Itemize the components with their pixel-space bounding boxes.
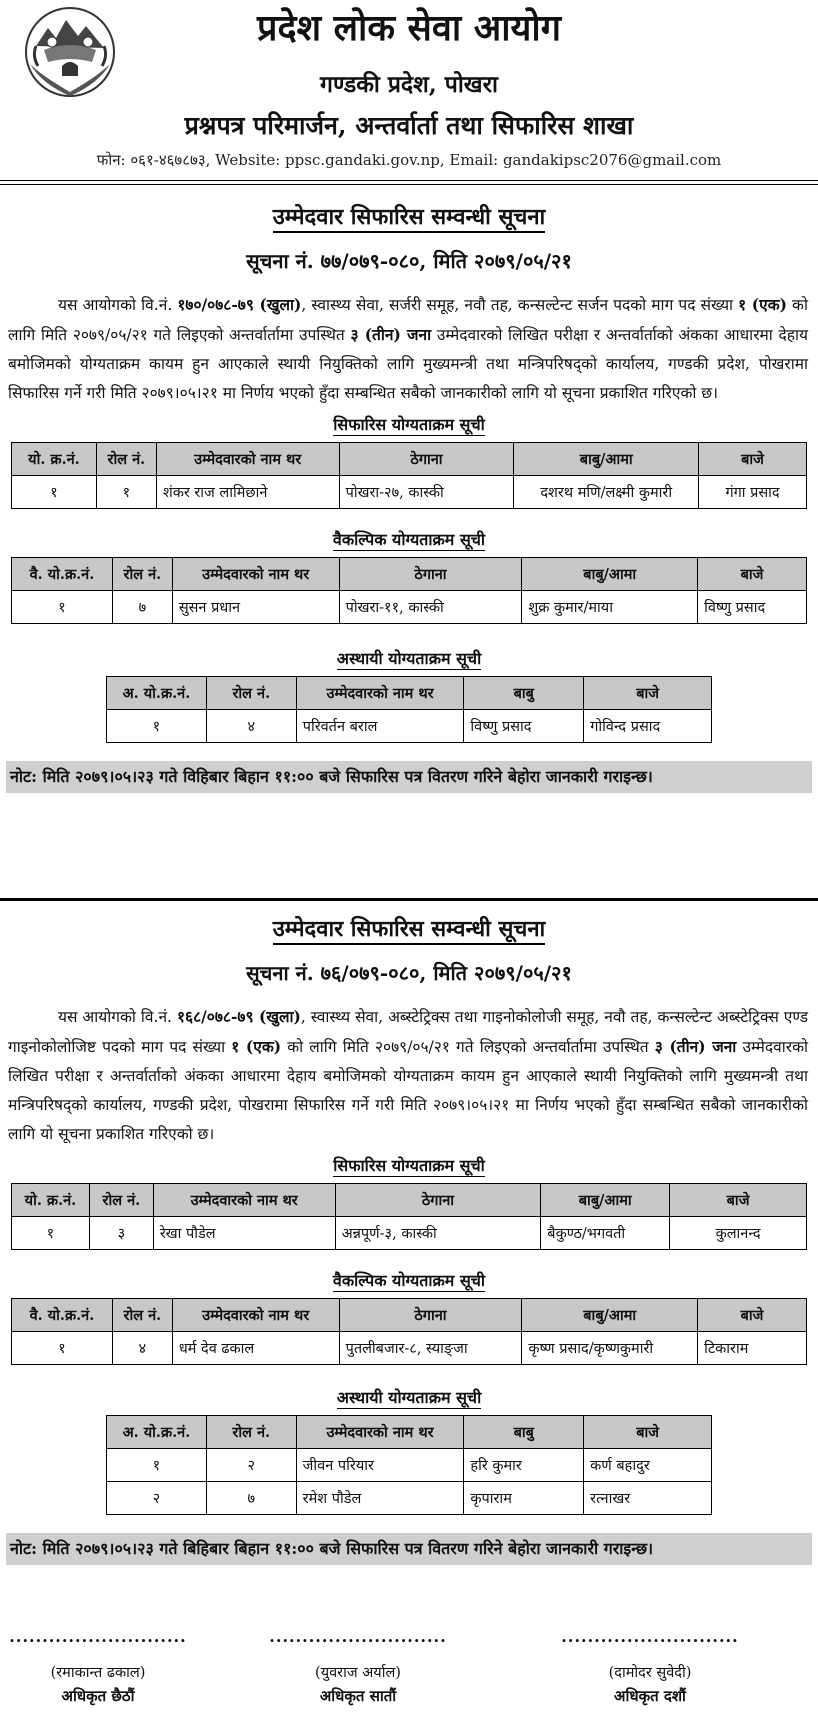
header-divider <box>0 184 818 185</box>
table-header-row <box>107 677 712 710</box>
organization-location: गण्डकी प्रदेश, पोखरा <box>320 71 498 98</box>
table-cell: रेखा पौडेल <box>153 1217 335 1250</box>
table-header: ठेगाना <box>335 1184 541 1217</box>
table-cell: पोखरा-११, कास्की <box>339 591 522 624</box>
organization-title: प्रदेश लोक सेवा आयोग <box>257 7 561 49</box>
table-header: उम्मेदवारको नाम थर <box>296 677 464 710</box>
recommended-list-title: सिफारिस योग्यताक्रम सूची <box>333 415 485 434</box>
table-cell: ७ <box>206 1482 296 1515</box>
table-row <box>12 1332 807 1365</box>
contact-info: फोन: ०६१-४६७८७३, Website: ppsc.gandaki.gov.np, Email: gandakipsc2076@gmail.com <box>96 151 722 169</box>
temporary-list-title: अस्थायी योग्यताक्रम सूची <box>336 649 482 668</box>
table-cell: कृष्ण प्रसाद/कृष्णकुमारी <box>522 1332 698 1365</box>
signatory-name: (रमाकान्त ढकाल) <box>50 1665 146 1681</box>
table-cell: १ <box>12 591 113 624</box>
table-header: बाजे <box>584 1416 712 1449</box>
table-cell: १ <box>12 476 97 509</box>
notice-paragraph: यस आयोगको वि.नं. १७०/०७८-७९ (खुला), स्वास्थ्य सेवा, सर्जरी समूह, नवौ तह, कन्सल्टेन्ट सर्जन पदको माग पद संख्या १ (एक) को लागि मिति २०७९/०५/२१ गते लिइएको अन्तर्वार्तामा उपस्थित ३ (तीन) जना उम्मेदवारको लिखित परीक्षा र अन्तर्वार्ताको अंकका आधारमा देहाय बमोजिमको योग्यताक्रम कायम हुन आएकाले स्थायी नियुक्तिको लागि मुख्यमन्त्री तथा मन्त्रिपरिषद्को कार्यालय, गण्डकी प्रदेश, पोखरामा सिफारिस गर्ने गरी मिति २०७९।०५।२१ मा निर्णय भएको हुँदा सम्बन्धित सबैको जानकारीको लागि यो सूचना प्रकाशित गरिएको छ। <box>8 295 808 402</box>
header-divider <box>0 180 818 181</box>
table-cell: विष्णु प्रसाद <box>464 710 584 743</box>
table-row <box>107 710 712 743</box>
table-header: उम्मेदवारको नाम थर <box>172 558 339 591</box>
temporary-table <box>106 676 712 743</box>
table-header: उम्मेदवारको नाम थर <box>156 443 339 476</box>
recommended-table <box>11 442 807 509</box>
table-cell: जीवन परियार <box>296 1449 464 1482</box>
table-header: वै. यो.क्र.नं. <box>12 1299 113 1332</box>
notice-title: उम्मेदवार सिफारिस सम्वन्धी सूचना <box>0 202 818 232</box>
notice-divider <box>0 898 818 901</box>
table-cell: पोखरा-२७, कास्की <box>339 476 514 509</box>
table-cell: टिकाराम <box>698 1332 807 1365</box>
table-cell: १ <box>96 476 156 509</box>
table-header-row <box>12 558 807 591</box>
table-cell: २ <box>206 1449 296 1482</box>
note-banner: नोट: मिति २०७९।०५।२३ गते विहिबार बिहान ११:०० बजे सिफारिस पत्र वितरण गरिने बेहोरा जानकारी गराइन्छ। <box>6 761 812 793</box>
alternate-list-title: वैकल्पिक योग्यताक्रम सूची <box>332 530 486 549</box>
table-row <box>12 1217 807 1250</box>
table-row <box>107 1449 712 1482</box>
table-row <box>107 1482 712 1515</box>
table-cell: शंकर राज लामिछाने <box>156 476 339 509</box>
table-header: वै. यो.क्र.नं. <box>12 558 113 591</box>
letterhead <box>0 0 818 184</box>
recommended-list-title: सिफारिस योग्यताक्रम सूची <box>333 1156 485 1175</box>
table-row <box>12 476 807 509</box>
table-header: बाजे <box>584 677 712 710</box>
organization-branch: प्रश्नपत्र परिमार्जन, अन्तर्वार्ता तथा सिफारिस शाखा <box>184 111 634 140</box>
table-cell: गंगा प्रसाद <box>699 476 807 509</box>
table-header: रोल नं. <box>206 677 296 710</box>
table-cell: अन्नपूर्ण-३, कास्की <box>335 1217 541 1250</box>
table-cell: पुतलीबजार-८, स्याङ्जा <box>339 1332 522 1365</box>
signatory-post: अधिकृत दशौं <box>614 1687 686 1705</box>
table-header: उम्मेदवारको नाम थर <box>153 1184 335 1217</box>
table-header: यो. क्र.नं. <box>12 1184 90 1217</box>
notice-paragraph: यस आयोगको वि.नं. १६८/०७८-७९ (खुला), स्वास्थ्य सेवा, अब्स्टेट्रिक्स तथा गाइनोकोलोजी समूह, नवौ तह, कन्सल्टेन्ट अब्स्टेट्रिक्स एण्ड गाइनोकोलोजिष्ट पदको माग पद संख्या १ (एक) को लागि मिति २०७९/०५/२१ गते लिइएको अन्तर्वार्तामा उपस्थित ३ (तीन) जना उम्मेदवारको लिखित परीक्षा र अन्तर्वार्ताको अंकका आधारमा देहाय बमोजिमको योग्यताक्रम कायम हुन आएकाले स्थायी नियुक्तिको लागि मुख्यमन्त्री तथा मन्त्रिपरिषद्को कार्यालय, गण्डकी प्रदेश, पोखरामा सिफारिस गर्ने गरी मिति २०७९।०५।२१ मा निर्णय भएको हुँदा सम्बन्धित सबैको जानकारीको लागि यो सूचना प्रकाशित गरिएको छ। <box>8 1007 809 1143</box>
table-cell: कृपाराम <box>464 1482 584 1515</box>
table-cell: रत्नाखर <box>584 1482 712 1515</box>
table-header-row <box>12 1299 807 1332</box>
alternate-table <box>11 1298 807 1365</box>
table-cell: १ <box>107 1449 207 1482</box>
table-header: रोल नं. <box>206 1416 296 1449</box>
note-banner: नोट: मिति २०७९।०५।२३ गते बिहिबार बिहान ११:०० बजे सिफारिस पत्र वितरण गरिने बेहोरा जानकारी गराइन्छ। <box>6 1533 812 1565</box>
table-header: रोल नं. <box>112 558 172 591</box>
table-cell: १ <box>12 1332 113 1365</box>
table-cell: १ <box>12 1217 90 1250</box>
alternate-list-title: वैकल्पिक योग्यताक्रम सूची <box>332 1271 486 1290</box>
table-header: यो. क्र.नं. <box>12 443 97 476</box>
table-cell: दशरथ मणि/लक्ष्मी कुमारी <box>514 476 699 509</box>
table-header: बाबु <box>464 677 584 710</box>
table-header: बाबु/आमा <box>522 558 698 591</box>
table-header: ठेगाना <box>339 443 514 476</box>
signature-line: ........................... <box>269 1627 447 1646</box>
signatory-post: अधिकृत सातौं <box>319 1687 397 1705</box>
table-cell: ४ <box>112 1332 172 1365</box>
signatory-post: अधिकृत छैठौं <box>61 1687 135 1705</box>
signature-line: ........................... <box>9 1627 187 1646</box>
signatory-name: (युवराज अर्याल) <box>315 1665 401 1681</box>
table-cell: सुसन प्रधान <box>172 591 339 624</box>
notice-title: उम्मेदवार सिफारिस सम्वन्धी सूचना <box>0 914 818 944</box>
table-header: ठेगाना <box>339 558 522 591</box>
table-cell: १ <box>107 710 207 743</box>
table-cell: परिवर्तन बराल <box>296 710 464 743</box>
table-header-row <box>107 1416 712 1449</box>
table-header: ठेगाना <box>339 1299 522 1332</box>
table-header: बाजे <box>699 443 807 476</box>
table-header: अ. यो.क्र.नं. <box>107 677 207 710</box>
table-header: अ. यो.क्र.नं. <box>107 1416 207 1449</box>
table-header-row <box>12 443 807 476</box>
table-cell: धर्म देव ढकाल <box>172 1332 339 1365</box>
table-header: बाजे <box>670 1184 807 1217</box>
table-header-row <box>12 1184 807 1217</box>
table-header: रोल नं. <box>96 443 156 476</box>
table-header: रोल नं. <box>112 1299 172 1332</box>
table-header: बाजे <box>698 558 807 591</box>
table-header: बाबु/आमा <box>541 1184 670 1217</box>
temporary-list-title: अस्थायी योग्यताक्रम सूची <box>336 1388 482 1407</box>
table-header: उम्मेदवारको नाम थर <box>296 1416 464 1449</box>
notice-number: सूचना नं. ७७/०७९-०८०, मिति २०७९/०५/२१ <box>246 249 572 273</box>
signature-block <box>0 1628 818 1708</box>
table-header: बाबु/आमा <box>522 1299 698 1332</box>
signatory-name: (दामोदर सुवेदी) <box>608 1665 692 1681</box>
table-cell: विष्णु प्रसाद <box>698 591 807 624</box>
table-cell: रमेश पौडेल <box>296 1482 464 1515</box>
table-cell: गोविन्द प्रसाद <box>584 710 712 743</box>
signature-line: ........................... <box>561 1627 739 1646</box>
recommended-table <box>11 1183 807 1250</box>
table-cell: कुलानन्द <box>670 1217 807 1250</box>
notice-1 <box>0 202 818 793</box>
table-cell: शुक्र कुमार/माया <box>522 591 698 624</box>
table-header: उम्मेदवारको नाम थर <box>172 1299 339 1332</box>
table-cell: २ <box>107 1482 207 1515</box>
table-row <box>12 591 807 624</box>
notice-2 <box>0 914 818 1565</box>
table-header: बाजे <box>698 1299 807 1332</box>
signature-2 <box>258 1628 458 1708</box>
table-cell: ७ <box>112 591 172 624</box>
alternate-table <box>11 557 807 624</box>
table-header: बाबु/आमा <box>514 443 699 476</box>
signature-1 <box>0 1628 198 1708</box>
signature-3 <box>550 1628 750 1708</box>
temporary-table <box>106 1415 712 1515</box>
table-cell: ३ <box>89 1217 153 1250</box>
table-cell: बैकुण्ठ/भगवती <box>541 1217 670 1250</box>
notice-number: सूचना नं. ७६/०७९-०८०, मिति २०७९/०५/२१ <box>246 961 572 985</box>
table-cell: कर्ण बहादुर <box>584 1449 712 1482</box>
table-header: बाबु <box>464 1416 584 1449</box>
table-header: रोल नं. <box>89 1184 153 1217</box>
table-cell: हरि कुमार <box>464 1449 584 1482</box>
table-cell: ४ <box>206 710 296 743</box>
